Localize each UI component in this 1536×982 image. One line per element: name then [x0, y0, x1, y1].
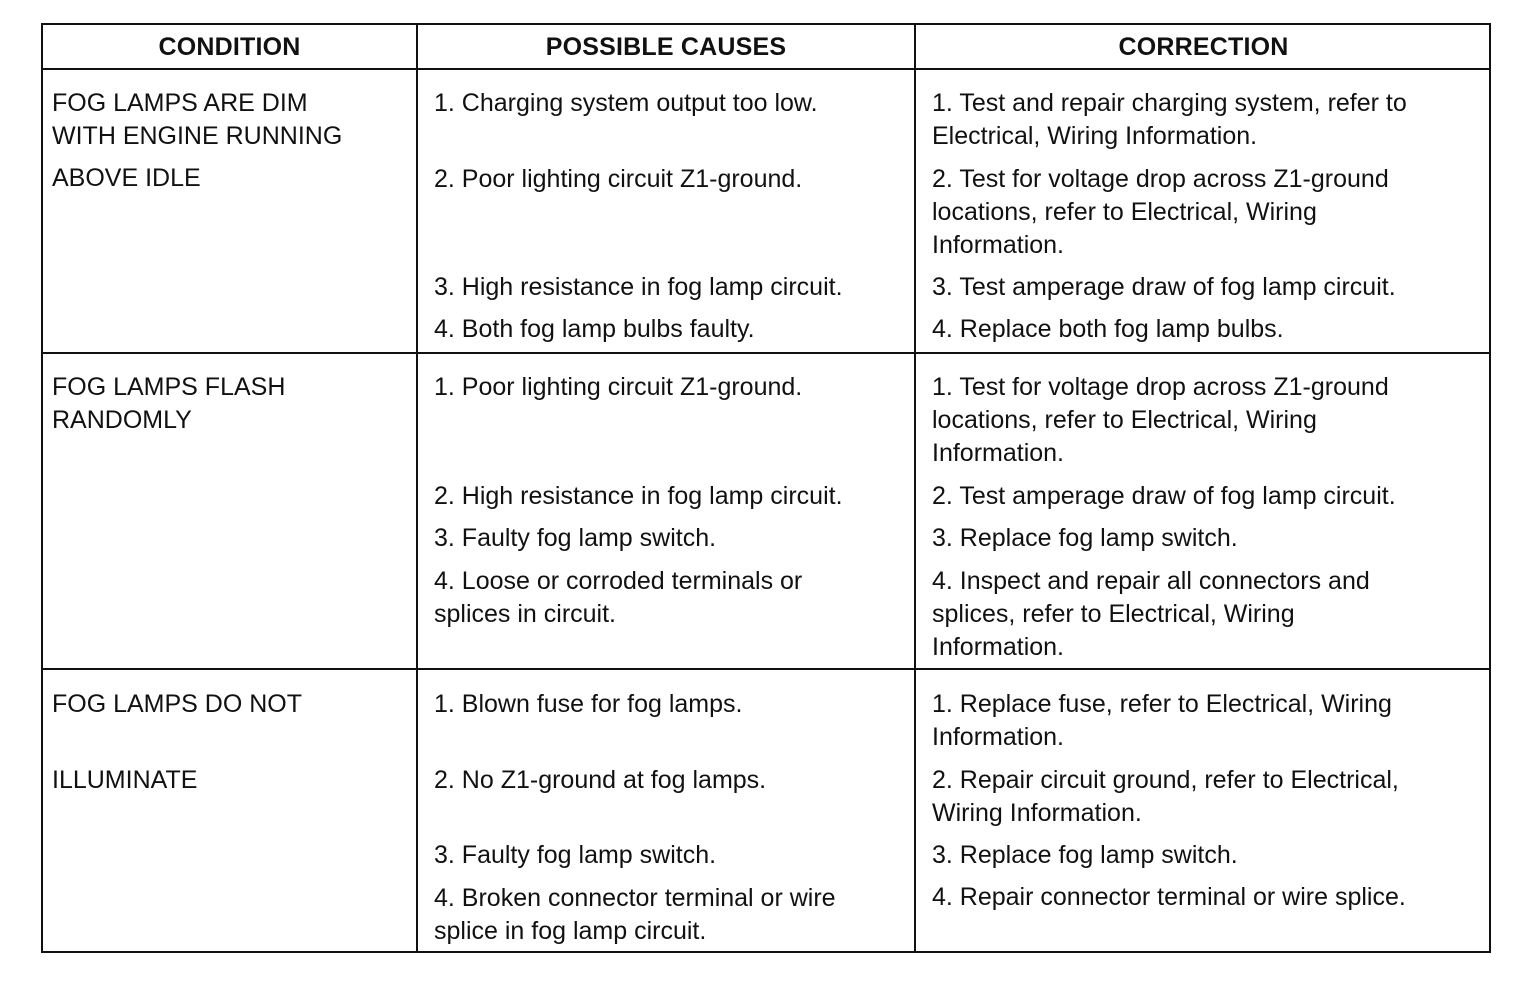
- cause-cell: 4. Both fog lamp bulbs faulty.: [434, 315, 755, 343]
- correction-cell: 2. Test for voltage drop across Z1-ground locations, refer to Electrical, Wiring Information.: [932, 165, 1389, 259]
- cause-cell: 2. High resistance in fog lamp circuit.: [434, 482, 843, 510]
- cause-cell: 3. Faulty fog lamp switch.: [434, 841, 717, 869]
- cause-cell: 3. High resistance in fog lamp circuit.: [434, 273, 843, 301]
- cause-cell: 1. Poor lighting circuit Z1-ground.: [434, 373, 803, 401]
- correction-cell: 4. Inspect and repair all connectors and splices, refer to Electrical, Wiring Information.: [932, 567, 1370, 661]
- correction-cell: 3. Replace fog lamp switch.: [932, 524, 1238, 552]
- cause-cell: 1. Charging system output too low.: [434, 89, 818, 117]
- correction-cell: 2. Repair circuit ground, refer to Electrical, Wiring Information.: [932, 766, 1399, 827]
- correction-cell: 2. Test amperage draw of fog lamp circuit.: [932, 482, 1396, 510]
- cause-cell: 2. No Z1-ground at fog lamps.: [434, 766, 767, 794]
- condition-cell: FOG LAMPS FLASH RANDOMLY: [52, 373, 286, 434]
- correction-cell: 4. Replace both fog lamp bulbs.: [932, 315, 1284, 343]
- row-divider: [43, 352, 1489, 354]
- column-divider: [416, 25, 418, 951]
- condition-cell: ILLUMINATE: [52, 766, 198, 794]
- correction-cell: 4. Repair connector terminal or wire splice.: [932, 883, 1406, 911]
- column-divider: [914, 25, 916, 951]
- cause-cell: 1. Blown fuse for fog lamps.: [434, 690, 743, 718]
- condition-cell: FOG LAMPS DO NOT: [52, 690, 303, 718]
- correction-cell: 1. Test and repair charging system, refer to Electrical, Wiring Information.: [932, 89, 1407, 150]
- diagnosis-table: [41, 23, 1491, 953]
- correction-cell: 3. Test amperage draw of fog lamp circuit.: [932, 273, 1396, 301]
- condition-cell: FOG LAMPS ARE DIM WITH ENGINE RUNNING: [52, 89, 343, 150]
- row-divider: [43, 668, 1489, 670]
- correction-cell: 3. Replace fog lamp switch.: [932, 841, 1238, 869]
- condition-cell: ABOVE IDLE: [52, 164, 201, 192]
- correction-cell: 1. Test for voltage drop across Z1-ground locations, refer to Electrical, Wiring Information.: [932, 373, 1389, 467]
- cause-cell: 2. Poor lighting circuit Z1-ground.: [434, 165, 803, 193]
- header-possible-causes: POSSIBLE CAUSES: [545, 32, 787, 61]
- header-condition: CONDITION: [158, 32, 301, 61]
- correction-cell: 1. Replace fuse, refer to Electrical, Wiring Information.: [932, 690, 1392, 751]
- header-correction: CORRECTION: [1118, 32, 1289, 61]
- cause-cell: 4. Broken connector terminal or wire splice in fog lamp circuit.: [434, 884, 836, 945]
- cause-cell: 3. Faulty fog lamp switch.: [434, 524, 717, 552]
- cause-cell: 4. Loose or corroded terminals or splices in circuit.: [434, 567, 803, 628]
